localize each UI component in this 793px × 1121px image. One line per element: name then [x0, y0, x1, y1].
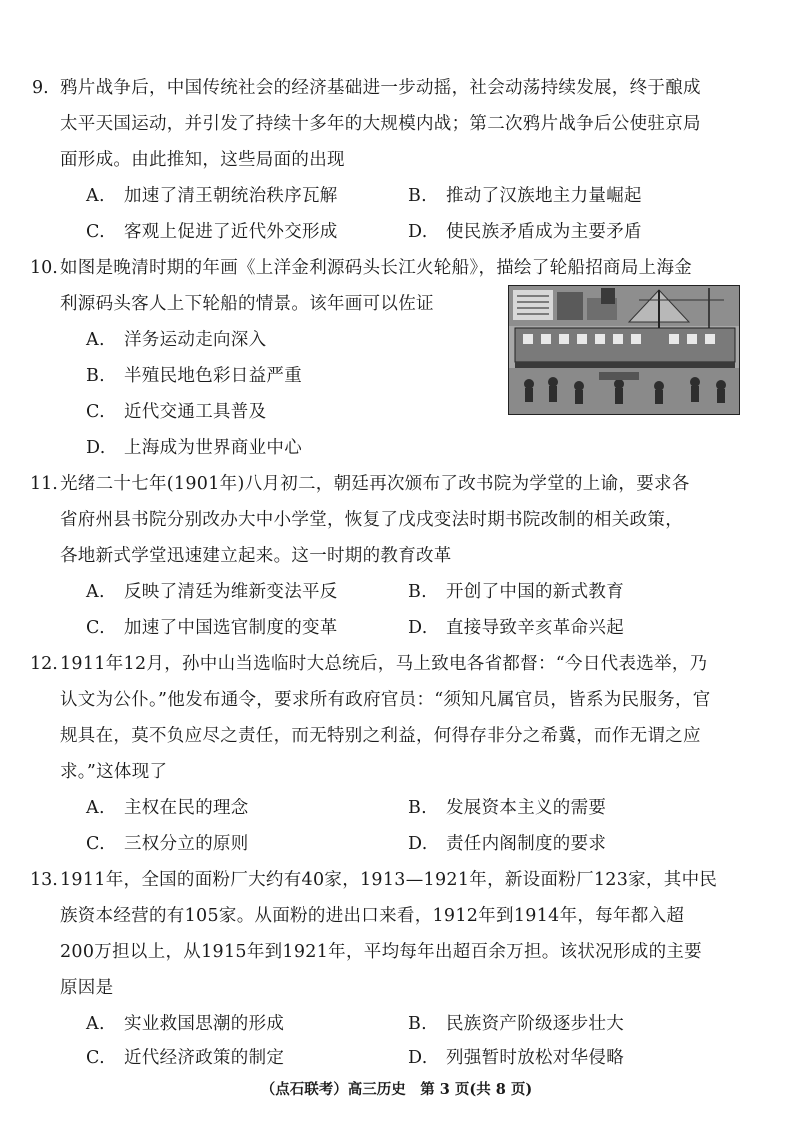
option-d[interactable] [408, 616, 624, 640]
option-letter: B. [408, 186, 428, 206]
question-text: 认文为公仆。”他发布通令，要求所有政府官员：“须知凡属官员，皆系为民服务，官 [60, 690, 711, 710]
option-text: 推动了汉族地主力量崛起 [446, 186, 642, 206]
option-letter: B. [408, 1014, 428, 1034]
option-letter: D. [408, 1048, 428, 1068]
option-c[interactable] [86, 616, 338, 640]
option-letter: C. [86, 1048, 105, 1068]
question-text: 省府州县书院分别改办大中小学堂，恢复了戊戌变法时期书院改制的相关政策， [60, 510, 683, 530]
question-number: 9. [32, 78, 49, 98]
option-a[interactable] [86, 328, 266, 352]
option-b[interactable] [408, 184, 642, 208]
option-a[interactable] [86, 796, 249, 820]
question-text: 利源码头客人上下轮船的情景。该年画可以佐证 [60, 294, 434, 314]
option-text: 三权分立的原则 [124, 834, 249, 854]
option-text: 近代交通工具普及 [124, 402, 267, 422]
option-c[interactable] [86, 400, 266, 424]
option-letter: C. [86, 618, 105, 638]
option-letter: D. [408, 834, 428, 854]
option-text: 开创了中国的新式教育 [446, 582, 624, 602]
option-text: 洋务运动走向深入 [124, 330, 267, 350]
option-text: 主权在民的理念 [124, 798, 249, 818]
option-c[interactable] [86, 1046, 284, 1070]
option-text: 发展资本主义的需要 [446, 798, 607, 818]
option-b[interactable] [86, 364, 302, 388]
option-c[interactable] [86, 220, 338, 244]
option-letter: A. [86, 186, 105, 206]
option-d[interactable] [86, 436, 302, 460]
question-text: 1911年，全国的面粉厂大约有40家，1913—1921年，新设面粉厂123家，其中民 [60, 870, 718, 890]
page-footer: （点石联考）高三历史 第 3 页(共 8 页) [260, 1081, 533, 1098]
option-letter: C. [86, 402, 105, 422]
option-text: 上海成为世界商业中心 [124, 438, 302, 458]
option-text: 加速了清王朝统治秩序瓦解 [124, 186, 338, 206]
option-d[interactable] [408, 1046, 624, 1070]
option-letter: D. [408, 222, 428, 242]
question-text: 光绪二十七年(1901年)八月初二，朝廷再次颁布了改书院为学堂的上谕，要求各 [60, 474, 690, 494]
question-number: 10. [30, 258, 58, 278]
question-text: 200万担以上，从1915年到1921年，平均每年出超百余万担。该状况形成的主要 [60, 942, 702, 962]
option-a[interactable] [86, 1012, 284, 1036]
option-letter: B. [86, 366, 106, 386]
question-text: 规具在，莫不负应尽之责任，而无特别之利益，何得存非分之希冀，而作无谓之应 [60, 726, 701, 746]
option-text: 半殖民地色彩日益严重 [124, 366, 302, 386]
question-text: 鸦片战争后，中国传统社会的经济基础进一步动摇，社会动荡持续发展，终于酿成 [60, 78, 701, 98]
option-text: 近代经济政策的制定 [124, 1048, 285, 1068]
option-letter: B. [408, 798, 428, 818]
option-b[interactable] [408, 796, 606, 820]
option-text: 列强暂时放松对华侵略 [446, 1048, 624, 1068]
option-d[interactable] [408, 832, 606, 856]
option-a[interactable] [86, 184, 338, 208]
option-text: 反映了清廷为维新变法平反 [124, 582, 338, 602]
option-letter: A. [86, 798, 105, 818]
option-letter: C. [86, 222, 105, 242]
question-number: 13. [30, 870, 58, 890]
option-letter: A. [86, 1014, 105, 1034]
question-text: 原因是 [60, 978, 114, 998]
question-text: 如图是晚清时期的年画《上洋金利源码头长江火轮船》，描绘了轮船招商局上海金 [60, 258, 693, 278]
option-letter: A. [86, 330, 105, 350]
option-b[interactable] [408, 580, 624, 604]
option-text: 使民族矛盾成为主要矛盾 [446, 222, 642, 242]
question-number: 11. [30, 474, 58, 494]
question-text: 太平天国运动，并引发了持续十多年的大规模内战；第二次鸦片战争后公使驻京局 [60, 114, 701, 134]
steamship-painting-icon [508, 285, 740, 415]
option-b[interactable] [408, 1012, 624, 1036]
option-c[interactable] [86, 832, 249, 856]
question-number: 12. [30, 654, 58, 674]
option-letter: A. [86, 582, 105, 602]
question-text: 族资本经营的有105家。从面粉的进出口来看，1912年到1914年，每年都入超 [60, 906, 685, 926]
option-letter: B. [408, 582, 428, 602]
option-text: 直接导致辛亥革命兴起 [446, 618, 624, 638]
option-text: 民族资产阶级逐步壮大 [446, 1014, 624, 1034]
question-text: 求。”这体现了 [60, 762, 168, 782]
option-d[interactable] [408, 220, 642, 244]
option-text: 加速了中国选官制度的变革 [124, 618, 338, 638]
option-letter: D. [408, 618, 428, 638]
option-text: 实业救国思潮的形成 [124, 1014, 285, 1034]
option-a[interactable] [86, 580, 338, 604]
option-text: 客观上促进了近代外交形成 [124, 222, 338, 242]
question-text: 各地新式学堂迅速建立起来。这一时期的教育改革 [60, 546, 452, 566]
question-text: 面形成。由此推知，这些局面的出现 [60, 150, 345, 170]
option-letter: D. [86, 438, 106, 458]
question-text: 1911年12月，孙中山当选临时大总统后，马上致电各省都督：“今日代表选举，乃 [60, 654, 708, 674]
option-letter: C. [86, 834, 105, 854]
option-text: 责任内阁制度的要求 [446, 834, 607, 854]
